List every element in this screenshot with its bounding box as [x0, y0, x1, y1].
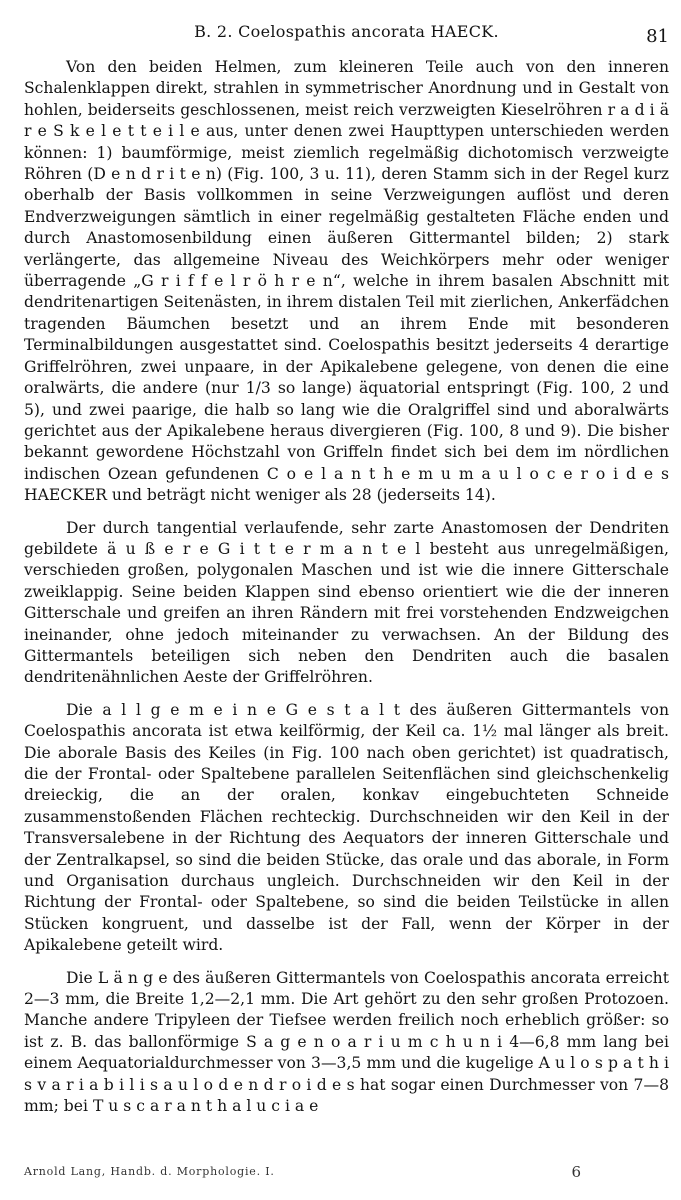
- page-body: [24, 57, 669, 1118]
- page-number: 81: [646, 26, 669, 47]
- page-header: [24, 22, 669, 48]
- running-title: B. 2. Coelospathis ancorata HAECK.: [194, 22, 499, 41]
- footer-source: Arnold Lang, Handb. d. Morphologie. I.: [24, 1165, 275, 1178]
- page-footer: [24, 1165, 669, 1185]
- paragraph-gittermantel: Der durch tangential verlaufende, sehr zarte Anastomosen der Dendriten gebildete ä u ß e r e G i t t e r m a n t e l besteht aus unregelmäßigen, verschieden großen, polygonalen Maschen und ist wie die innere Gitterschale zweiklappig. Seine beiden Klappen sind ebenso orientiert wie die der inneren Gitterschale und greifen an ihren Rändern mit frei vorstehenden Endzweigchen ineinander, ohne jedoch miteinander zu verwachsen. An der Bildung des Gittermantels beteiligen sich neben den Dendriten auch die basalen dendritenähnlichen Aeste der Griffelröhren.: [24, 518, 669, 687]
- paragraph-laenge: Die L ä n g e des äußeren Gittermantels von Coelospathis ancorata erreicht 2—3 mm, die Breite 1,2—2,1 mm. Die Art gehört zu den sehr großen Protozoen. Manche andere Tripyleen der Tiefsee werden freilich noch erheblich größer: so ist z. B. das ballonförmige S a g e n o a r i u m c h u n i 4—6,8 mm lang bei einem Aequatorialdurchmesser von 3—3,5 mm und die kugelige A u l o s p a t h i s v a r i a b i l i s a u l o d e n d r o i d e s hat sogar einen Durchmesser von 7—8 mm; bei T u s c a r a n t h a l u c i a e: [24, 968, 669, 1116]
- signature-mark: 6: [571, 1163, 581, 1181]
- paragraph-skeleton: Von den beiden Helmen, zum kleineren Teile auch von den inneren Schalenklappen direkt, strahlen in symmetrischer Anordnung und in Gestalt von hohlen, beiderseits geschlossenen, meist reich verzweigten Kieselröhren r a d i ä r e S k e l e t t e i l e aus, unter denen zwei Haupttypen unterschieden werden können: 1) baumförmige, meist ziemlich regelmäßig dichotomisch verzweigte Röhren (D e n d r i t e n) (Fig. 100, 3 u. 11), deren Stamm sich in der Regel kurz oberhalb der Basis vollkommen in seine Verzweigungen auflöst und deren Endverzweigungen sämtlich in einer regelmäßig gestalteten Fläche enden und durch Anastomosenbildung einen äußeren Gittermantel bilden; 2) stark verlängerte, das allgemeine Niveau des Weichkörpers mehr oder weniger überragende „G r i f f e l r ö h r e n“, welche in ihrem basalen Abschnitt mit dendritenartigen Seitenästen, in ihrem distalen Teil mit zierlichen, Ankerfädchen tragenden Bäumchen besetzt und an ihrem Ende mit besonderen Terminalbildungen ausgestattet sind. Coelospathis besitzt jederseits 4 derartige Griffelröhren, zwei unpaare, in der Apikalebene gelegene, von denen die eine oralwärts, die andere (nur 1/3 so lange) äquatorial entspringt (Fig. 100, 2 und 5), und zwei paarige, die halb so lang wie die Oralgriffel sind und aboralwärts gerichtet aus der Apikalebene heraus divergieren (Fig. 100, 8 und 9). Die bisher bekannt gewordene Höchstzahl von Griffeln findet sich bei dem im nördlichen indischen Ozean gefundenen C o e l a n t h e m u m a u l o c e r o i d e s HAECKER und beträgt nicht weniger als 28 (jederseits 14).: [24, 58, 669, 505]
- paragraph-gestalt: Die a l l g e m e i n e G e s t a l t des äußeren Gittermantels von Coelospathis ancorata ist etwa keilförmig, der Keil ca. 1½ mal länger als breit. Die aborale Basis des Keiles (in Fig. 100 nach oben gerichtet) ist quadratisch, die der Frontal- oder Spaltebene parallelen Seitenflächen sind gleichschenkelig dreieckig, die an der oralen, konkav eingebuchteten Schneide zusammenstoßenden Flächen rechteckig. Durchschneiden wir den Keil in der Transversalebene in der Richtung des Aequators der inneren Gitterschale und der Zentralkapsel, so sind die beiden Stücke, das orale und das aborale, in Form und Organisation durchaus ungleich. Durchschneiden wir den Keil in der Richtung der Frontal- oder Spaltebene, so sind die beiden Teilstücke in allen Stücken kongruent, und dasselbe ist der Fall, wenn der Körper in der Apikalebene geteilt wird.: [24, 700, 669, 955]
